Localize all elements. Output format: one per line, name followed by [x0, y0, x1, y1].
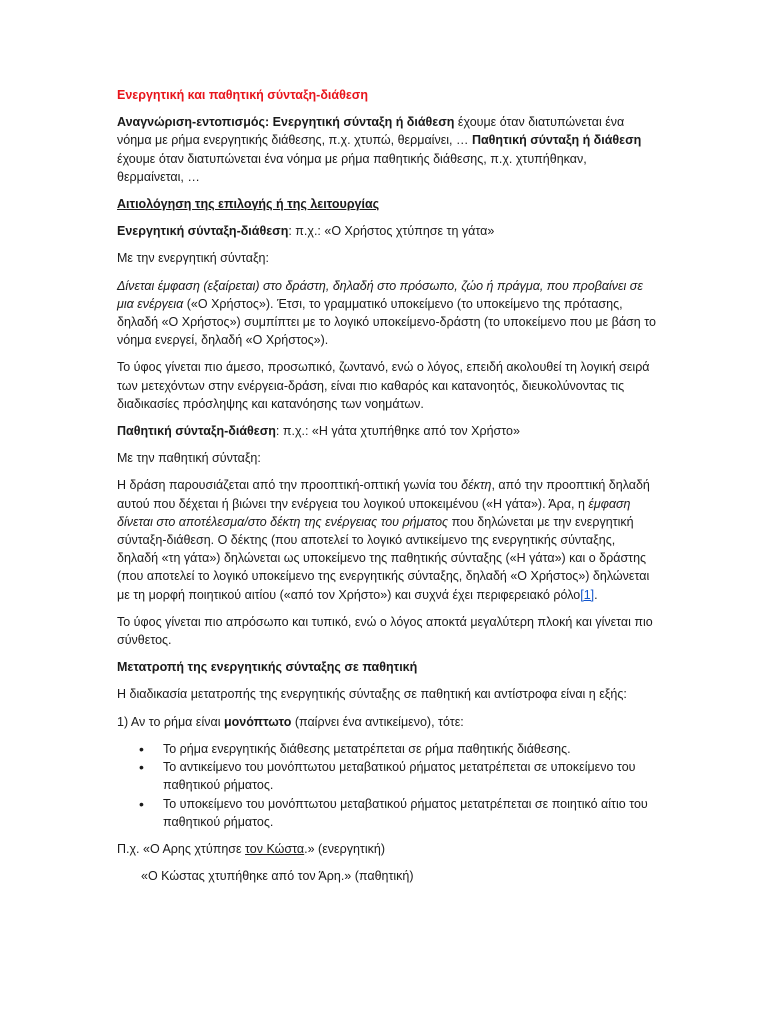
footnote-link[interactable]: [1]: [580, 587, 595, 602]
list-item: • Το υποκείμενο του μονόπτωτου μεταβατικού ρήματος μετατρέπεται σε ποιητικό αίτιο του παθητικού ρήματος.: [163, 795, 657, 831]
paragraph-example-passive: «Ο Κώστας χτυπήθηκε από τον Άρη.» (παθητική): [141, 869, 414, 884]
paragraph-case-1: 1) Αν το ρήμα είναι μονόπτωτο (παίρνει ένα αντικείμενο), τότε:: [117, 714, 464, 729]
paragraph-active-example: Ενεργητική σύνταξη-διάθεση: π.χ.: «Ο Χρήστος χτύπησε τη γάτα»: [117, 224, 495, 239]
heading-reasoning: Αιτιολόγηση της επιλογής ή της λειτουργίας: [117, 197, 380, 212]
document-body: [117, 86, 657, 894]
paragraph-with-active: Με την ενεργητική σύνταξη:: [117, 251, 269, 266]
document-title: Ενεργητική και παθητική σύνταξη-διάθεση: [117, 88, 368, 102]
paragraph-example-active: Π.χ. «Ο Αρης χτύπησε τον Κώστα.» (ενεργητική): [117, 841, 385, 856]
paragraph-passive-style: Το ύφος γίνεται πιο απρόσωπο και τυπικό, ενώ ο λόγος αποκτά μεγαλύτερη πλοκή και γίνεται πιο σύνθετος.: [117, 614, 653, 648]
term-active-syntax: Ενεργητική σύνταξη ή διάθεση: [272, 115, 455, 130]
paragraph-passive-explanation: Η δράση παρουσιάζεται από την προοπτική-οπτική γωνία του δέκτη, από την προοπτική δηλαδή αυτού που δέχεται ή βιώνει την ενέργεια του λογικού υποκειμένου («Η γάτα»). Άρα, η έμφαση δίνεται στο αποτέλεσμα/στο δέκτη της ενέργειας του ρήματος που δηλώνεται με την ενεργητική σύνταξη-διάθεση. Ο δέκτης (που αποτελεί το λογικό αντικείμενο της ενεργητικής σύνταξης, δηλαδή «τη γάτα») δηλώνεται ως υποκείμενο της παθητικής σύνταξης («Η γάτα») και ο δράστης (που αποτελεί το λογικό υποκείμενο της ενεργητικής σύνταξης, δηλαδή «Ο Χρήστος») δηλώνεται με τη μορφή ποιητικού αιτίου («από τον Χρήστο») και συχνά έχει περιφερειακό ρόλο[1].: [117, 478, 650, 602]
paragraph-process: Η διαδικασία μετατροπής της ενεργητικής σύνταξης σε παθητική και αντίστροφα είναι η εξής:: [117, 687, 627, 702]
paragraph-with-passive: Με την παθητική σύνταξη:: [117, 451, 261, 466]
label-recognition: Αναγνώριση-εντοπισμός:: [117, 115, 270, 130]
list-item: • Το αντικείμενο του μονόπτωτου μεταβατικού ρήματος μετατρέπεται σε υποκείμενο του παθητικού ρήματος.: [163, 758, 657, 794]
term-passive-syntax: Παθητική σύνταξη ή διάθεση: [471, 133, 642, 148]
paragraph-active-style: Το ύφος γίνεται πιο άμεσο, προσωπικό, ζωντανό, ενώ ο λόγος, επειδή ακολουθεί τη λογική σειρά των μετεχόντων στην ενέργεια-δράση, είναι πιο καθαρός και κατανοητός, διευκολύνοντας τις διαδικασίες πρόσληψης και κατανόησης των νοημάτων.: [117, 360, 650, 411]
heading-conversion: Μετατροπή της ενεργητικής σύνταξης σε παθητική: [117, 660, 418, 675]
conversion-rules-list: [117, 740, 657, 831]
paragraph-passive-example: Παθητική σύνταξη-διάθεση: π.χ.: «Η γάτα χτυπήθηκε από τον Χρήστο»: [117, 424, 520, 439]
paragraph-recognition: Αναγνώριση-εντοπισμός: Ενεργητική σύνταξη ή διάθεση έχουμε όταν διατυπώνεται ένα νόημα με ρήμα ενεργητικής διάθεσης, π.χ. χτυπώ, θερμαίνει, … Παθητική σύνταξη ή διάθεση έχουμε όταν διατυπώνεται ένα νόημα με ρήμα παθητικής διάθεσης, π.χ. χτυπήθηκαν, θερμαίνεται, …: [117, 115, 642, 184]
paragraph-active-explanation: Δίνεται έμφαση (εξαίρεται) στο δράστη, δηλαδή στο πρόσωπο, ζώο ή πράγμα, που προβαίνει σε μια ενέργεια («Ο Χρήστος»). Έτσι, το γραμματικό υποκείμενο (το υποκείμενο της πρότασης, δηλαδή «Ο Χρήστος») συμπίπτει με το λογικό υποκείμενο-δράστη (το υποκείμενο που με βάση το νόημα ενεργεί, δηλαδή «Ο Χρήστος»).: [117, 278, 656, 348]
list-item: • Το ρήμα ενεργητικής διάθεσης μετατρέπεται σε ρήμα παθητικής διάθεσης.: [163, 740, 657, 758]
